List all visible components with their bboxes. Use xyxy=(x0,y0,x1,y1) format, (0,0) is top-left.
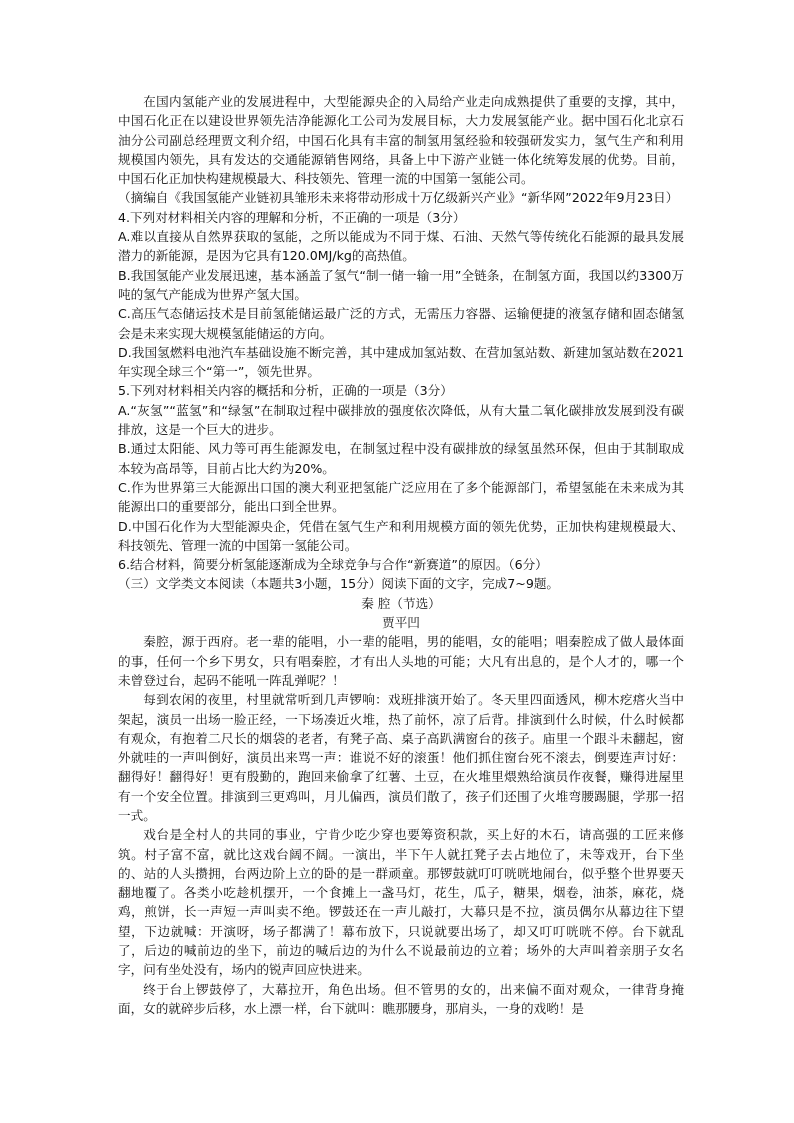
question-5-option-d: D.中国石化作为大型能源央企，凭借在氢气生产和利用规模方面的领先优势，正加快构建规模最大、科技领先、管理一流的中国第一氢能公司。 xyxy=(118,518,684,553)
story-author: 贾平凹 xyxy=(382,615,420,631)
question-4-option-c: C.高压气态储运技术是目前氢能储运最广泛的方式，无需压力容器、运输便捷的液氢存储和固态储氢会是未来实现大规模氢能储运的方向。 xyxy=(118,306,684,341)
question-6-stem: 6.结合材料，简要分析氢能逐渐成为全球竞争与合作“新赛道”的原因。（6分） xyxy=(118,557,548,573)
question-4-stem: 4.下列对材料相关内容的理解和分析，不正确的一项是（3分） xyxy=(118,209,466,225)
document-page xyxy=(118,92,684,1018)
question-4-option-d: D.我国氢燃料电池汽车基础设施不断完善，其中建成加氢站数、在营加氢站数、新建加氢站数在2021年实现全球三个“第一”，领先世界。 xyxy=(118,344,684,380)
source-note: （摘编自《我国氢能产业链初具雏形未来将带动形成十万亿级新兴产业》“新华网”2022年9月23日） xyxy=(118,190,679,206)
passage-intro: 在国内氢能产业的发展进程中，大型能源央企的入局给产业走向成熟提供了重要的支撑，其中，中国石化正在以建设世界领先洁净能源化工公司为发展目标，大力发展氢能产业。据中国石化北京石油分公司副总经理贾文利介绍，中国石化具有丰富的制氢用氢经验和较强研发实力，氢气生产和利用规模国内领先，具有发达的交通能源销售网络，具备上中下游产业链一体化统筹发展的优势。目前，中国石化正加快构建规模最大、科技领先、管理一流的中国第一氢能公司。 xyxy=(118,94,684,187)
story-paragraph: 每到农闲的夜里，村里就常听到几声锣响：戏班排演开始了。冬天里四面透风，柳木疙瘩火当中架起，演员一出场一脸正经，一下场凑近火堆，热了前怀，凉了后背。排演到什么时候，什么时候都有观众，有抱着二尺长的烟袋的老者，有凳子高、桌子高趴满窗台的孩子。庙里一个跟斗未翻起，窗外就哇的一声叫倒好，演员出来骂一声：谁说不好的滚蛋！他们抓住窗台死不滚去，倒要连声讨好：翻得好！翻得好！更有殷勤的，跑回来偷拿了红薯、土豆，在火堆里煨熟给演员作夜餐，赚得进屋里有一个安全位置。排演到三更鸡叫，月儿偏西，演员们散了，孩子们还围了火堆弯腰踢腿，学那一招一式。 xyxy=(118,692,684,823)
question-4-option-a: A.难以直接从自然界获取的氢能，之所以能成为不同于煤、石油、天然气等传统化石能源的最具发展潜力的新能源，是因为它具有120.0MJ/kg的高热值。 xyxy=(118,229,684,264)
story-paragraph: 秦腔，源于西府。老一辈的能唱，小一辈的能唱，男的能唱，女的能唱；唱秦腔成了做人最体面的事，任何一个乡下男女，只有唱秦腔，才有出人头地的可能；大凡有出息的，是个人才的，哪一个未曾登过台，起码不能吼一阵乱弹呢？！ xyxy=(118,634,684,688)
question-5-option-b: B.通过太阳能、风力等可再生能源发电，在制氢过程中没有碳排放的绿氢虽然环保，但由于其制取成本较为高昂等，目前占比大约为20%。 xyxy=(118,441,684,476)
question-5-option-a: A.“灰氢”“蓝氢”和“绿氢”在制取过程中碳排放的强度依次降低，从有大量二氧化碳排放发展到没有碳排放，这是一个巨大的进步。 xyxy=(118,402,684,438)
question-5-option-c: C.作为世界第三大能源出口国的澳大利亚把氢能广泛应用在了多个能源部门，希望氢能在未来成为其能源出口的重要部分，能出口到全世界。 xyxy=(118,479,684,515)
question-4-option-b: B.我国氢能产业发展迅速，基本涵盖了氢气“制一储一输一用”全链条，在制氢方面，我国以约3300万吨的氢气产能成为世界产氢大国。 xyxy=(118,267,684,302)
story-paragraph: 终于台上锣鼓停了，大幕拉开，角色出场。但不管男的女的，出来偏不面对观众，一律背身掩面，女的就碎步后移，水上漂一样，台下就叫：瞧那腰身，那肩头，一身的戏哟！是 xyxy=(118,981,684,1016)
story-title: 秦 腔（节选） xyxy=(361,595,441,611)
section-heading: （三）文学类文本阅读（本题共3小题，15分）阅读下面的文字，完成7~9题。 xyxy=(118,576,560,592)
question-5-stem: 5.下列对材料相关内容的概括和分析，正确的一项是（3分） xyxy=(118,383,453,399)
story-paragraph: 戏台是全村人的共同的事业，宁肯少吃少穿也要筹资积款，买上好的木石，请高强的工匠来修筑。村子富不富，就比这戏台阔不阔。一演出，半下午人就扛凳子去占地位了，未等戏开，台下坐的、站的人头攒拥，台两边阶上立的卧的是一群顽童。那锣鼓就叮叮咣咣地闹台，似乎整个世界要天翻地覆了。各类小吃趁机摆开，一个食摊上一盏马灯，花生，瓜子，糖果，烟卷，油茶，麻花，烧鸡，煎饼，长一声短一声叫卖不绝。锣鼓还在一声儿敲打，大幕只是不拉，演员偶尔从幕边往下望望，下边就喊：开演呀，场子都满了！幕布放下，只说就要出场了，却又叮叮咣咣不停。台下就乱了，后边的喊前边的坐下，前边的喊后边的为什么不说最前边的立着；场外的大声叫着亲朋子女名字，问有坐处没有，场内的锐声回应快进来。 xyxy=(118,827,684,978)
